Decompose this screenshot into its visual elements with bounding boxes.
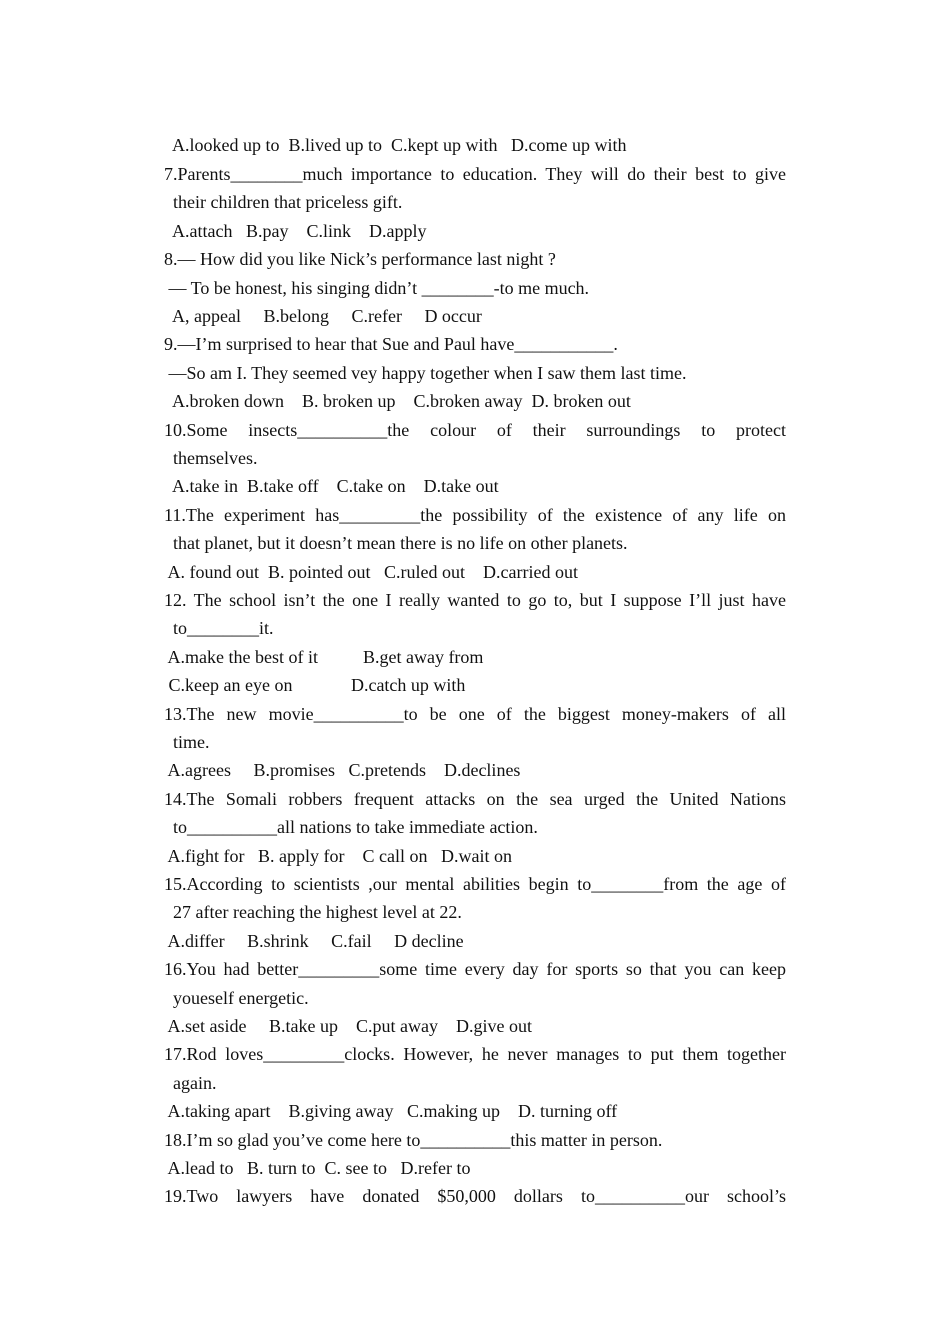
text-line: 27 after reaching the highest level at 22. <box>164 902 462 922</box>
options-18: A.lead to B. turn to C. see to D.refer to <box>164 1158 471 1178</box>
options-17: A.taking apart B.giving away C.making up D. turning off <box>164 1101 618 1121</box>
text-line: —So am I. They seemed vey happy together when I saw them last time. <box>164 363 687 383</box>
options-9: A.broken down B. broken up C.broken away D. broken out <box>164 391 631 411</box>
question-13: 13.The new movie__________to be one of the biggest money-makers of all <box>164 704 786 724</box>
options-15: A.differ B.shrink C.fail D decline <box>164 931 464 951</box>
text-line: that planet, but it doesn’t mean there is no life on other planets. <box>164 533 628 553</box>
question-8: 8.— How did you like Nick’s performance last night ? <box>164 249 556 269</box>
options-8: A, appeal B.belong C.refer D occur <box>164 306 482 326</box>
options-16: A.set aside B.take up C.put away D.give out <box>164 1016 532 1036</box>
text-line: to__________all nations to take immediate action. <box>164 817 538 837</box>
text-line: their children that priceless gift. <box>164 192 403 212</box>
options-10: A.take in B.take off C.take on D.take out <box>164 476 499 496</box>
question-16: 16.You had better_________some time every day for sports so that you can keep <box>164 959 786 979</box>
options-14: A.fight for B. apply for C call on D.wait on <box>164 846 512 866</box>
question-10: 10.Some insects__________the colour of their surroundings to protect <box>164 420 786 440</box>
question-14: 14.The Somali robbers frequent attacks on the sea urged the United Nations <box>164 789 786 809</box>
text-line: — To be honest, his singing didn’t ________-to me much. <box>164 278 590 298</box>
text-line: themselves. <box>164 448 258 468</box>
text-line: youeself energetic. <box>164 988 309 1008</box>
question-17: 17.Rod loves_________clocks. However, he never manages to put them together <box>164 1044 786 1064</box>
question-7: 7.Parents________much importance to education. They will do their best to give <box>164 164 786 184</box>
text-line: to________it. <box>164 618 274 638</box>
options-12-cd: C.keep an eye on D.catch up with <box>164 675 466 695</box>
options-7: A.attach B.pay C.link D.apply <box>164 221 427 241</box>
text-line: time. <box>164 732 210 752</box>
text-line: again. <box>164 1073 217 1093</box>
question-19: 19.Two lawyers have donated $50,000 dollars to__________our school’s <box>164 1186 786 1206</box>
question-11: 11.The experiment has_________the possibility of the existence of any life on <box>164 505 786 525</box>
options-11: A. found out B. pointed out C.ruled out D.carried out <box>164 562 578 582</box>
options-13: A.agrees B.promises C.pretends D.declines <box>164 760 521 780</box>
text-line: A.looked up to B.lived up to C.kept up with D.come up with <box>164 135 627 155</box>
question-9: 9.—I’m surprised to hear that Sue and Paul have___________. <box>164 334 618 354</box>
options-12-ab: A.make the best of it B.get away from <box>164 647 484 667</box>
question-12: 12. The school isn’t the one I really wanted to go to, but I suppose I’ll just have <box>164 590 786 610</box>
question-18: 18.I’m so glad you’ve come here to__________this matter in person. <box>164 1130 663 1150</box>
question-15: 15.According to scientists ,our mental abilities begin to________from the age of <box>164 874 786 894</box>
